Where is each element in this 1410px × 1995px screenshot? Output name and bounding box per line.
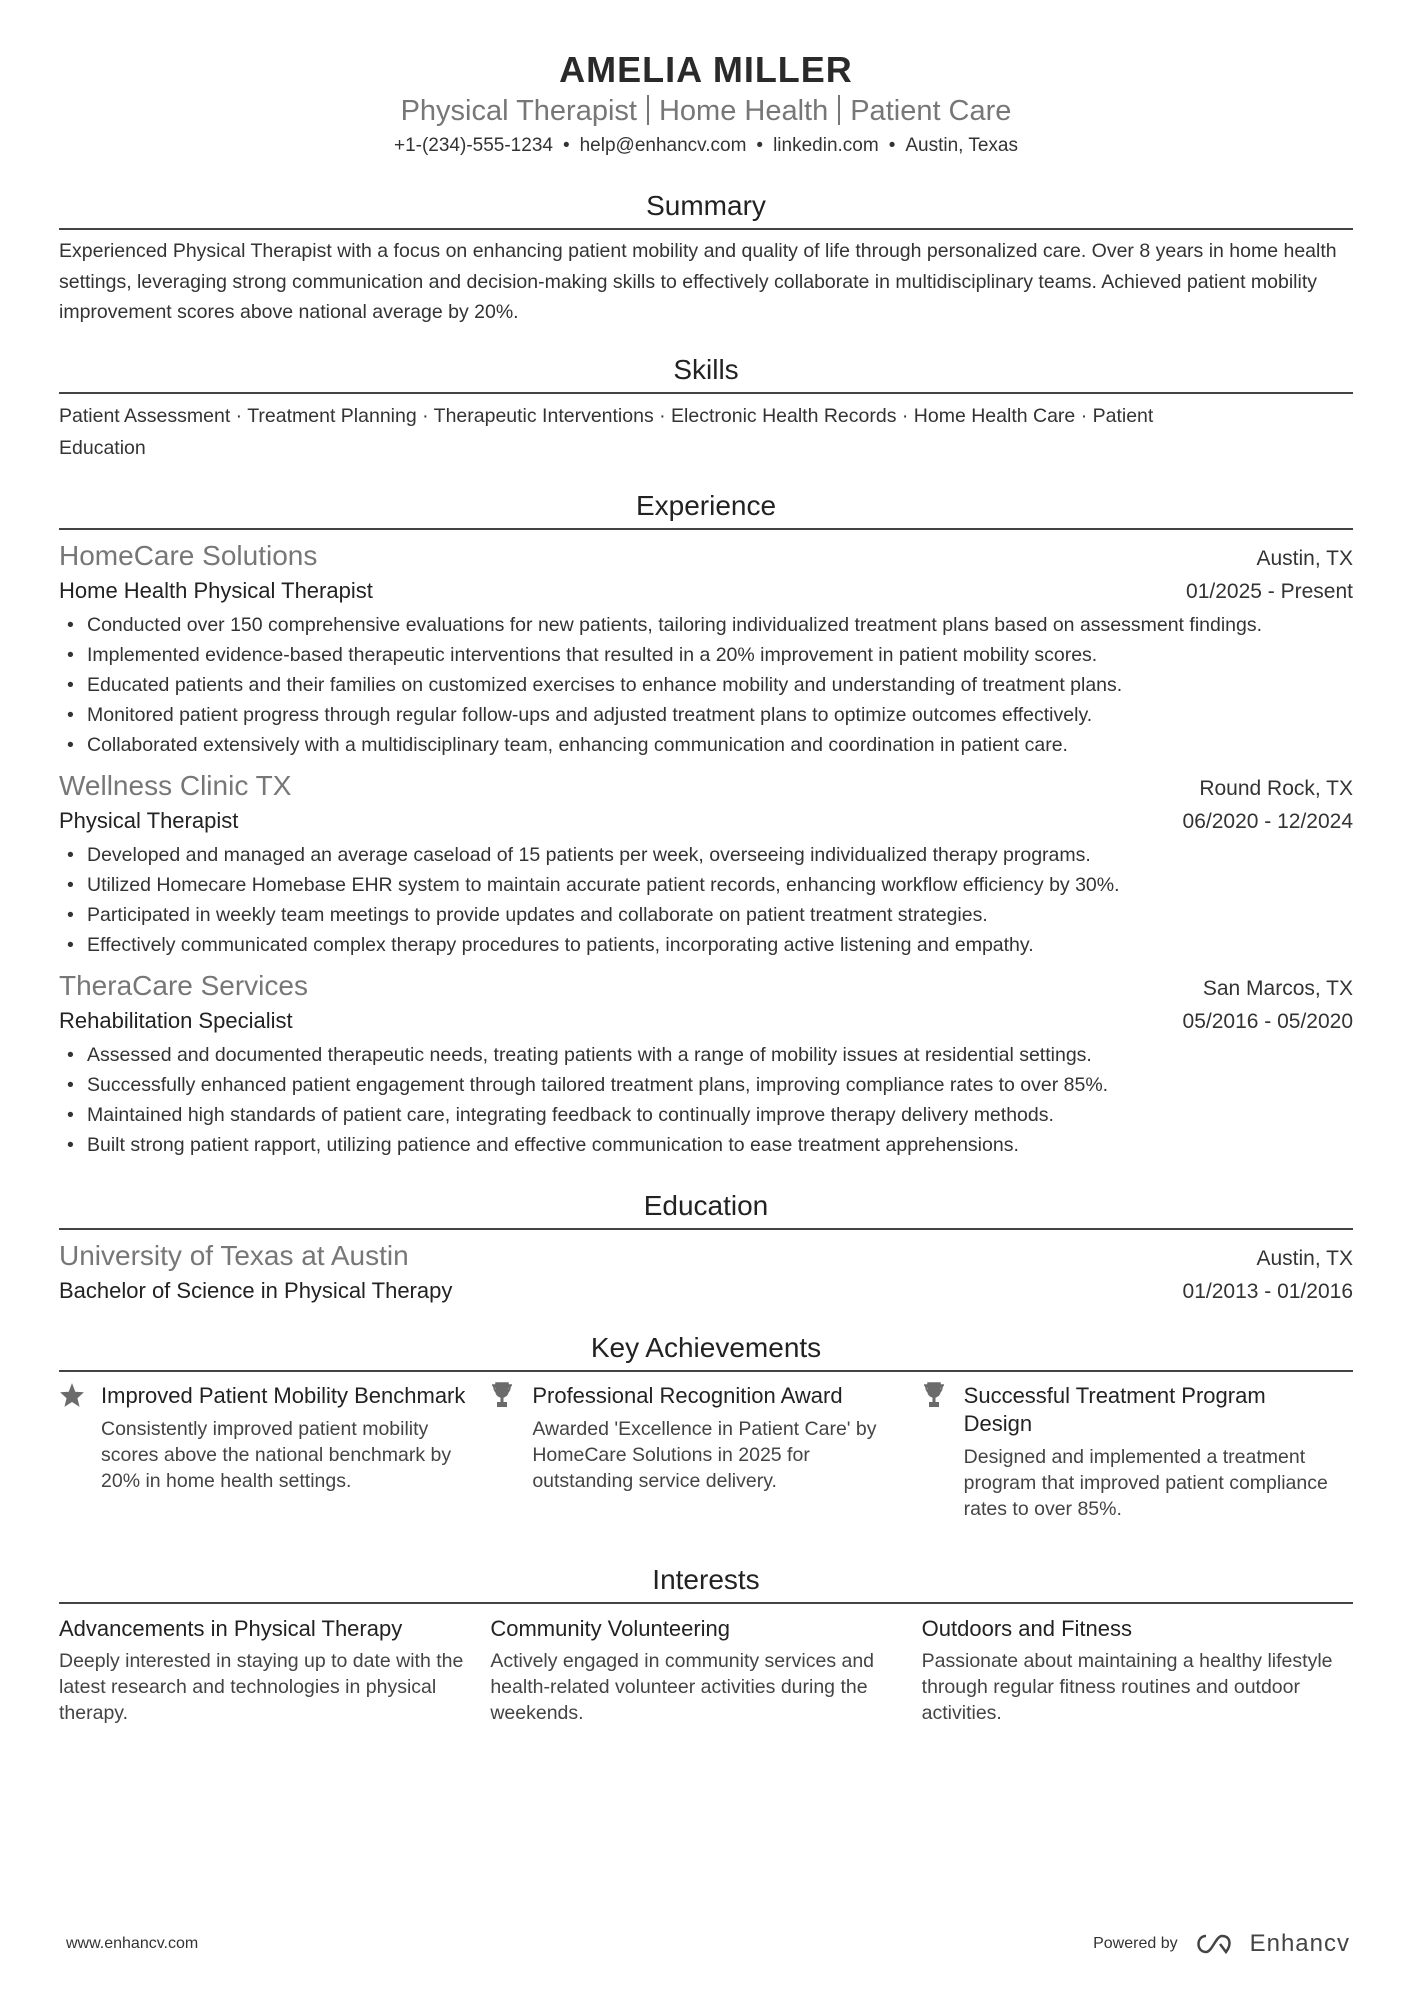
website-link[interactable]: www.enhancv.com — [66, 1935, 199, 1952]
job-bullet: • Implemented evidence-based therapeutic interventions that resulted in a 20% improvement in patient mobility scores. — [59, 640, 1353, 670]
section-title: Experience — [59, 488, 1353, 530]
achievement-description: Awarded 'Excellence in Patient Care' by HomeCare Solutions in 2025 for outstanding service delivery. — [532, 1417, 877, 1492]
interest-item — [59, 1614, 490, 1726]
job-bullet: • Built strong patient rapport, utilizing patience and effective communication to ease treatment apprehensions. — [59, 1130, 1353, 1160]
interest-item — [490, 1614, 921, 1726]
job-bullet: • Successfully enhanced patient engagement through tailored treatment plans, improving compliance rates to over 85%. — [59, 1070, 1353, 1100]
headline-item: Patient Care — [850, 95, 1012, 127]
job-location: Austin, TX — [1256, 546, 1353, 570]
phone: +1-(234)-555-1234 — [393, 135, 553, 156]
achievement-description: Consistently improved patient mobility scores above the national benchmark by 20% in home health settings. — [101, 1417, 452, 1492]
headline — [59, 92, 1353, 130]
job-entry — [59, 968, 1353, 1160]
section-title: Education — [59, 1188, 1353, 1230]
contact-info: +1-(234)-555-1234 • help@enhancv.com • linkedin.com • Austin, Texas — [393, 135, 1018, 156]
job-entry — [59, 768, 1353, 960]
company-name: Wellness Clinic TX — [59, 769, 292, 801]
job-bullet: • Maintained high standards of patient care, integrating feedback to continually improve therapy delivery methods. — [59, 1100, 1353, 1130]
job-bullet: • Monitored patient progress through regular follow-ups and adjusted treatment plans to optimize outcomes effectively. — [59, 700, 1353, 730]
headline-item: Home Health — [658, 95, 829, 127]
star-icon — [59, 1382, 101, 1522]
job-bullet: • Effectively communicated complex therapy procedures to patients, incorporating active listening and empathy. — [59, 930, 1353, 960]
interests-section — [59, 1562, 1353, 1726]
interest-description: Deeply interested in staying up to date with the latest research and technologies in physical therapy. — [59, 1649, 464, 1724]
interest-description: Actively engaged in community services and health-related volunteer activities during the weekends. — [490, 1649, 875, 1724]
summary-text: Experienced Physical Therapist with a focus on enhancing patient mobility and quality of life through personalized care. Over 8 years in home health settings, leveraging strong communication and decision-making skills to effectively collaborate in multidisciplinary teams. Achieved patient mobility improvement scores above national average by 20%. — [59, 240, 1337, 323]
section-title: Interests — [59, 1562, 1353, 1604]
job-bullet: • Participated in weekly team meetings to provide updates and collaborate on patient treatment strategies. — [59, 900, 1353, 930]
job-dates: 05/2016 - 05/2020 — [1182, 1009, 1353, 1033]
trophy-icon — [922, 1382, 964, 1522]
achievement-description: Designed and implemented a treatment program that improved patient compliance rates to over 85%. — [963, 1445, 1328, 1520]
footer — [66, 1930, 1350, 1958]
achievement-item — [59, 1382, 490, 1522]
summary-section — [59, 188, 1353, 328]
job-bullet: • Educated patients and their families on customized exercises to enhance mobility and understanding of treatment plans. — [59, 670, 1353, 700]
company-name: HomeCare Solutions — [59, 539, 318, 571]
section-title: Key Achievements — [59, 1330, 1353, 1372]
achievement-item — [922, 1382, 1353, 1522]
email-link[interactable]: help@enhancv.com — [579, 135, 747, 156]
candidate-name: AMELIA MILLER — [559, 49, 853, 90]
interest-description: Passionate about maintaining a healthy lifestyle through regular fitness routines and outdoor activities. — [921, 1649, 1333, 1724]
achievements-section — [59, 1330, 1353, 1522]
skills-section — [59, 352, 1353, 464]
education-section — [59, 1188, 1353, 1308]
job-dates: 06/2020 - 12/2024 — [1182, 809, 1353, 833]
divider — [838, 95, 840, 125]
company-name: TheraCare Services — [59, 969, 308, 1001]
interest-title: Community Volunteering — [490, 1615, 731, 1641]
linkedin-link[interactable]: linkedin.com — [773, 135, 879, 156]
achievement-title: Improved Patient Mobility Benchmark — [101, 1382, 466, 1408]
job-bullet: • Assessed and documented therapeutic needs, treating patients with a range of mobility issues at residential settings. — [59, 1040, 1353, 1070]
job-location: Round Rock, TX — [1199, 776, 1353, 800]
location: Austin, Texas — [905, 135, 1018, 156]
degree: Bachelor of Science in Physical Therapy — [59, 1277, 453, 1303]
achievement-title: Professional Recognition Award — [532, 1382, 843, 1408]
job-bullet: • Utilized Homecare Homebase EHR system to maintain accurate patient records, enhancing workflow efficiency by 30%. — [59, 870, 1353, 900]
section-title: Summary — [59, 188, 1353, 230]
job-dates: 01/2025 - Present — [1186, 579, 1353, 603]
job-entry — [59, 538, 1353, 760]
interest-title: Outdoors and Fitness — [921, 1615, 1132, 1641]
brand-name: Enhancv — [1249, 1930, 1350, 1957]
job-location: San Marcos, TX — [1202, 976, 1353, 1000]
job-title: Home Health Physical Therapist — [59, 577, 373, 603]
resume — [59, 48, 1353, 1726]
achievement-title: Successful Treatment Program Design — [963, 1382, 1266, 1436]
section-title: Skills — [59, 352, 1353, 394]
job-title: Physical Therapist — [59, 807, 239, 833]
powered-by: Powered by — [1093, 1935, 1178, 1952]
job-bullet: • Developed and managed an average caseload of 15 patients per week, overseeing individualized therapy programs. — [59, 840, 1353, 870]
experience-section — [59, 488, 1353, 1160]
skills-list: Patient Assessment · Treatment Planning · Therapeutic Interventions · Electronic Health Records · Home Health Care · Patient Education — [59, 404, 1154, 459]
job-bullet: • Collaborated extensively with a multidisciplinary team, enhancing communication and coordination in patient care. — [59, 730, 1353, 760]
divider — [647, 95, 649, 125]
interest-title: Advancements in Physical Therapy — [59, 1615, 403, 1641]
trophy-icon — [490, 1382, 532, 1522]
interest-item — [922, 1614, 1353, 1726]
achievement-item — [490, 1382, 921, 1522]
education-dates: 01/2013 - 01/2016 — [1182, 1279, 1353, 1303]
school-name: University of Texas at Austin — [59, 1239, 409, 1271]
job-bullet: • Conducted over 150 comprehensive evaluations for new patients, tailoring individualized treatment plans based on assessment findings. — [59, 610, 1353, 640]
headline-item: Physical Therapist — [400, 95, 637, 127]
enhancv-logo-icon — [1192, 1932, 1236, 1956]
job-title: Rehabilitation Specialist — [59, 1007, 293, 1033]
school-location: Austin, TX — [1256, 1246, 1353, 1270]
